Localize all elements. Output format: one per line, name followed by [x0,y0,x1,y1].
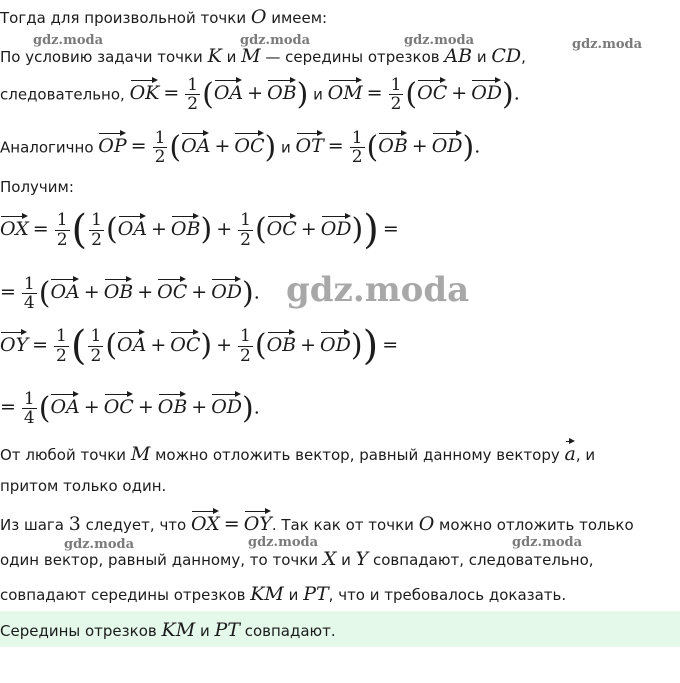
answer-text: Середины отрезков KM и PT совпадают. [0,619,336,641]
text-line-1: Тогда для произвольной точки O имеем: [0,6,328,28]
watermark: gdz.moda [404,33,475,48]
watermark: gdz.moda [64,537,135,552]
watermark: gdz.moda [572,37,643,52]
text-line-10: От любой точки M можно отложить вектор, равный данному вектору a, и [0,440,595,464]
watermark: gdz.moda [240,33,311,48]
watermark: gdz.moda [512,535,583,550]
text-line-13: один вектор, равный данному, то точки X и Y совпадают, следовательно, [0,548,594,570]
watermark-large: gdz.moda [286,270,470,310]
text-line-3: следовательно, OK = $\frac{1}{2}$ (OA + OB) и OM = $\frac{1}{2}$ (OC + OD). [0,75,520,115]
text-line-14: совпадают середины отрезков KM и PT, что и требовалось доказать. [0,583,567,605]
watermark: gdz.moda [248,535,319,550]
equation-oy-2: = $\frac{1}{4}$ (OA + OC + OB + OD). [0,389,260,429]
text-line-2: По условию задачи точки K и M — середины отрезков AB и CD, [0,45,526,67]
text-line-4: Аналогично OP = $\frac{1}{2}$ (OA + OC) и OT = $\frac{1}{2}$ (OB + OD). [0,128,481,168]
text-line-11: притом только один. [0,477,167,495]
equation-ox-2: = $\frac{1}{4}$ (OA + OB + OC + OD). [0,274,260,314]
watermark: gdz.moda [33,33,104,48]
text-line-12: Из шага 3 следует, что OX = OY. Так как от точки O можно отложить только [0,510,634,534]
answer-box [0,611,680,647]
equation-ox-1: OX = $\frac{1}{2}$ ( $\frac{1}{2}$ (OA + OB) + $\frac{1}{2}$ (OC + OD)) = [0,207,399,253]
text-line-5: Получим: [0,178,74,196]
equation-oy-1: OY = $\frac{1}{2}$ ( $\frac{1}{2}$ (OA + OC) + $\frac{1}{2}$ (OB + OD)) = [0,323,399,369]
